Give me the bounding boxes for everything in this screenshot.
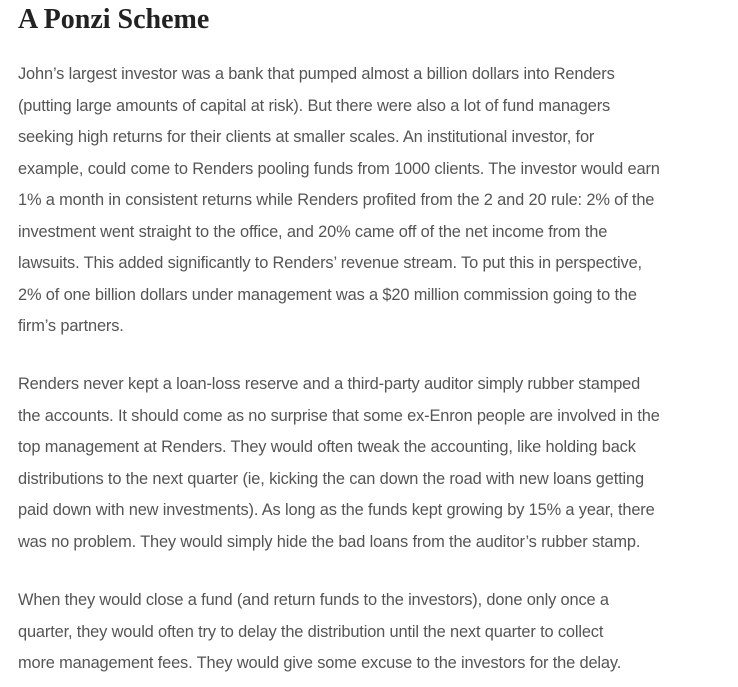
paragraph-line: When they would close a fund (and return funds to the investors), done only once a (18, 591, 609, 609)
paragraph-line: quarter, they would often try to delay the distribution until the next quarter to collect (18, 622, 604, 641)
paragraph-line: lawsuits. This added significantly to Renders’ revenue stream. To put this in perspective, (18, 254, 642, 272)
article-heading: A Ponzi Scheme (18, 4, 210, 35)
paragraph-line: paid down with new investments). As long as the funds kept growing by 15% a year, there (18, 501, 655, 519)
paragraph-line: more management fees. They would give some excuse to the investors for the delay. (18, 654, 622, 672)
paragraph-line: firm’s partners. (18, 317, 124, 335)
paragraph-line: (putting large amounts of capital at risk). But there were also a lot of fund managers (18, 96, 611, 115)
paragraph-line: distributions to the next quarter (ie, kicking the can down the road with new loans getting (18, 469, 644, 488)
paragraph (18, 59, 660, 343)
paragraph-line: seeking high returns for their clients at smaller scales. An institutional investor, for (18, 128, 595, 146)
paragraph-line: Renders never kept a loan-loss reserve and a third-party auditor simply rubber stamped (18, 375, 641, 393)
paragraph-line: top management at Renders. They would often tweak the accounting, like holding back (18, 438, 636, 456)
paragraph-line: example, could come to Renders pooling funds from 1000 clients. The investor would earn (18, 159, 660, 178)
paragraph-line: John’s largest investor was a bank that pumped almost a billion dollars into Renders (18, 65, 615, 83)
paragraph-line: 1% a month in consistent returns while Renders profited from the 2 and 20 rule: 2% of the (18, 191, 655, 209)
paragraph (18, 585, 621, 680)
paragraph (18, 369, 660, 558)
paragraph-line: investment went straight to the office, and 20% came off of the net income from the (18, 222, 608, 241)
paragraph-line: was no problem. They would simply hide the bad loans from the auditor’s rubber stamp. (18, 532, 641, 551)
paragraph-line: the accounts. It should come as no surprise that some ex-Enron people are involved in the (18, 406, 660, 425)
paragraph-line: 2% of one billion dollars under management was a $20 million commission going to the (18, 285, 637, 304)
